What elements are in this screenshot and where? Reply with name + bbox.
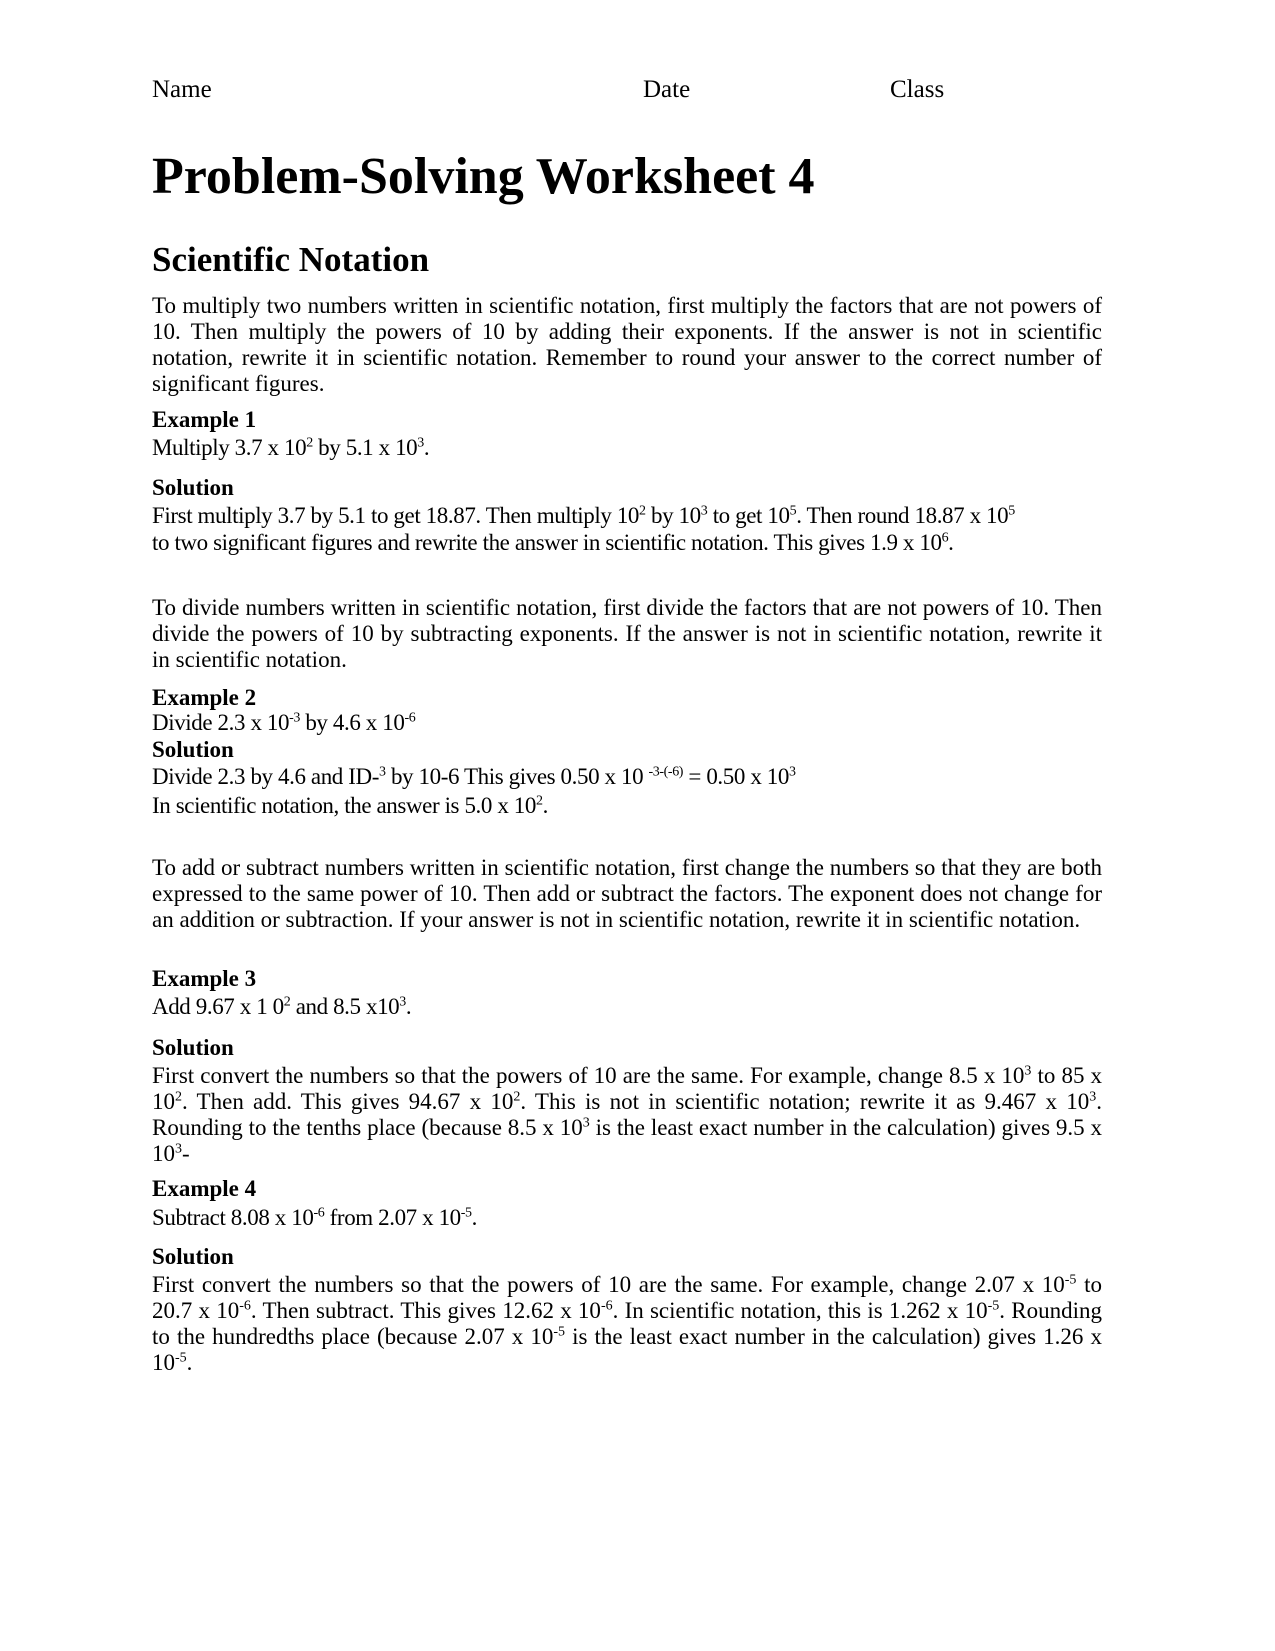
text-segment: Divide 2.3 by 4.6 and ID- <box>152 764 379 789</box>
exponent: 3 <box>700 503 708 519</box>
text-segment: . Then subtract. This gives 12.62 x 10 <box>250 1298 601 1323</box>
exponent: 2 <box>175 1089 182 1105</box>
example1-problem <box>152 435 1102 461</box>
example1-solution-line2 <box>152 530 1102 556</box>
text-segment: to 20.7 x 10 <box>152 1272 1102 1323</box>
exponent: 3 <box>379 764 386 780</box>
exponent: -5 <box>460 1205 472 1221</box>
example4-solution-text <box>152 1272 1102 1376</box>
exponent: 5 <box>789 503 797 519</box>
text-segment: . Then add. This gives 94.67 x 10 <box>182 1089 514 1114</box>
exponent: 2 <box>639 503 646 519</box>
date-label: Date <box>643 76 691 103</box>
text-segment: . Rounding to the hundredths place (because 2.07 x 10 <box>152 1298 1103 1349</box>
text-segment: . <box>471 1205 478 1230</box>
exponent: -6 <box>313 1205 325 1221</box>
text-segment: Add 9.67 x 1 0 <box>152 994 284 1019</box>
text-segment: First multiply 3.7 by 5.1 to get 18.87. Then multiply 10 <box>152 503 640 528</box>
example2-solution-line1 <box>152 764 1102 790</box>
name-label: Name <box>152 76 212 103</box>
text-segment: . <box>542 793 548 818</box>
example1-heading: Example 1 <box>152 407 257 432</box>
exponent: 2 <box>306 435 313 451</box>
text-segment: . <box>948 530 954 555</box>
text-segment: to get 10 <box>707 503 790 528</box>
text-segment: First convert the numbers so that the powers of 10 are the same. For example, change 2.07 x 10 <box>152 1272 1065 1297</box>
text-segment: by 10-6 This gives 0.50 x 10 <box>385 764 649 789</box>
text-segment: . This is not in scientific notation; rewrite it as 9.467 x 10 <box>520 1089 1090 1114</box>
exponent: -3 <box>289 710 300 726</box>
text-segment: Divide 2.3 x 10 <box>152 710 290 735</box>
exponent: -5 <box>553 1324 566 1340</box>
text-segment: . In scientific notation, this is 1.262 x 10 <box>612 1298 988 1323</box>
exponent: -6 <box>404 710 416 726</box>
example4-problem <box>152 1205 1102 1231</box>
exponent: 3 <box>417 435 424 451</box>
exponent: -6 <box>600 1298 613 1314</box>
exponent: 6 <box>941 530 949 546</box>
text-segment: . <box>423 435 430 460</box>
text-segment: . Then round 18.87 x 10 <box>796 503 1009 528</box>
exponent: 2 <box>513 1089 521 1105</box>
multiply-intro: To multiply two numbers written in scientific notation, first multiply the factors that are not powers of 10. Then multiply the powers of 10 by adding their exponents. If the answer is not in scientific notation, rewrite it in scientific notation. Remember to round your answer to the correct number of significant figures. <box>152 293 1102 396</box>
text-segment: - <box>182 1141 190 1166</box>
text-segment: . <box>405 994 412 1019</box>
example3-solution-text <box>152 1063 1102 1167</box>
example2-solution-line2 <box>152 793 1102 819</box>
text-segment: and 8.5 x10 <box>290 994 400 1019</box>
text-segment: . <box>186 1350 193 1375</box>
text-segment: . Rounding to the tenths place (because 8.5 x 10 <box>152 1089 1102 1140</box>
exponent: 2 <box>536 793 543 809</box>
text-segment: to two significant figures and rewrite the answer in scientific notation. This gives 1.9 x 10 <box>152 530 942 555</box>
example2-solution-heading: Solution <box>152 737 234 762</box>
example3-heading: Example 3 <box>152 966 257 991</box>
text-segment: by 5.1 x 10 <box>312 435 418 460</box>
exponent: 3 <box>582 1115 590 1131</box>
text-segment: In scientific notation, the answer is 5.0 x 10 <box>152 793 537 818</box>
class-label: Class <box>890 76 945 103</box>
exponent: 3 <box>1089 1089 1097 1105</box>
page-subtitle: Scientific Notation <box>152 240 430 279</box>
exponent: 3 <box>1024 1063 1032 1079</box>
exponent: 3 <box>399 994 406 1010</box>
text-segment: Multiply 3.7 x 10 <box>152 435 307 460</box>
text-segment: from 2.07 x 10 <box>324 1205 461 1230</box>
example2-heading: Example 2 <box>152 685 257 710</box>
add-subtract-intro: To add or subtract numbers written in scientific notation, first change the numbers so that they are both expressed to the same power of 10. Then add or subtract the factors. The exponent does not change for an addition or subtraction. If your answer is not in scientific notation, rewrite it in scientific notation. <box>152 855 1102 932</box>
page-title: Problem-Solving Worksheet 4 <box>152 148 815 205</box>
text-segment: First convert the numbers so that the powers of 10 are the same. For example, change 8.5 x 10 <box>152 1063 1025 1088</box>
example2-problem <box>152 710 1102 736</box>
exponent: 3 <box>175 1141 182 1157</box>
text-segment: is the least exact number in the calculation) gives 9.5 x 10 <box>152 1115 1103 1166</box>
exponent: 5 <box>1008 503 1015 519</box>
example4-solution-heading: Solution <box>152 1244 234 1269</box>
exponent: -6 <box>239 1298 251 1314</box>
divide-intro: To divide numbers written in scientific notation, first divide the factors that are not powers of 10. Then divide the powers of 10 by subtracting exponents. If the answer is not in scientific notation, rewrite it in scientific notation. <box>152 595 1102 672</box>
example1-solution-heading: Solution <box>152 475 234 500</box>
exponent: -5 <box>1064 1272 1077 1288</box>
example3-solution-heading: Solution <box>152 1035 234 1060</box>
text-segment: by 10 <box>645 503 701 528</box>
exponent: 2 <box>283 994 291 1010</box>
exponent: -3-(-6) <box>648 764 684 780</box>
text-segment: Subtract 8.08 x 10 <box>152 1205 314 1230</box>
exponent: -5 <box>987 1298 1000 1314</box>
text-segment: by 4.6 x 10 <box>299 710 405 735</box>
header-row <box>152 76 1102 110</box>
text-segment: is the least exact number in the calculation) gives 1.26 x 10 <box>152 1324 1102 1375</box>
example4-heading: Example 4 <box>152 1176 257 1201</box>
example3-problem <box>152 994 1102 1020</box>
example1-solution-line1 <box>152 503 1102 529</box>
exponent: -5 <box>175 1350 187 1366</box>
text-segment: = 0.50 x 10 <box>683 764 789 789</box>
text-segment: to 85 x 10 <box>152 1063 1103 1114</box>
exponent: 3 <box>788 764 796 780</box>
